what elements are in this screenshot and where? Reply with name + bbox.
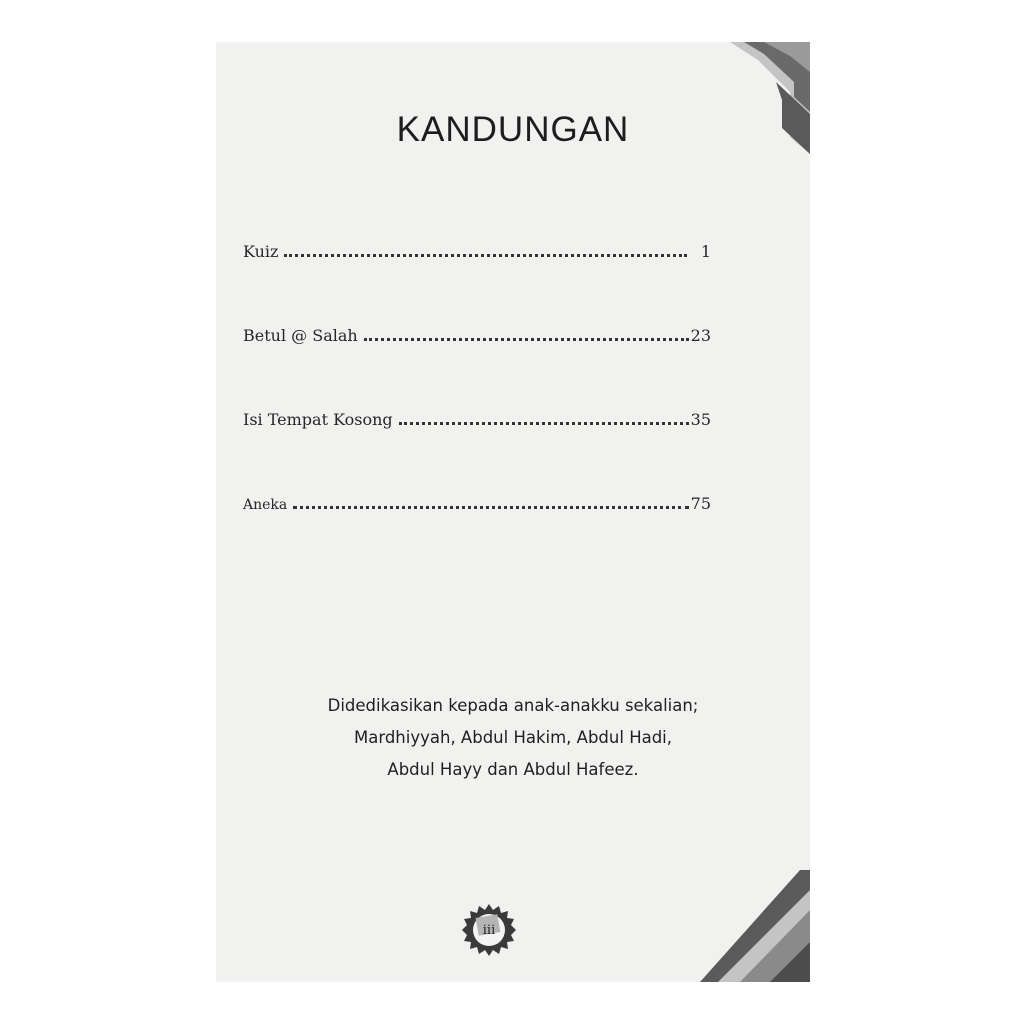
- toc-entry-page: 1: [700, 242, 711, 261]
- corner-decoration-bottom: [700, 870, 810, 982]
- toc-entry-page: 75: [690, 494, 711, 513]
- toc-entry-kuiz[interactable]: [243, 242, 711, 261]
- toc-entry-aneka[interactable]: [243, 494, 711, 513]
- toc-dot-leader: [284, 254, 686, 257]
- toc-entry-label: Betul @ Salah: [243, 326, 358, 345]
- toc-entry-page: 35: [690, 410, 711, 429]
- toc-entry-label: Aneka: [243, 497, 288, 513]
- toc-entry-page: 23: [690, 326, 711, 345]
- toc-entry-label: Isi Tempat Kosong: [243, 410, 393, 429]
- dedication-text: [216, 690, 810, 786]
- dedication-line: Didedikasikan kepada anak-anakku sekalian;: [327, 696, 699, 715]
- toc-entry-betul-salah[interactable]: [243, 326, 711, 345]
- book-page: [216, 42, 810, 982]
- dedication-line: Abdul Hayy dan Abdul Hafeez.: [387, 760, 639, 779]
- toc-dot-leader: [399, 422, 689, 425]
- page-number-badge: [461, 902, 517, 958]
- toc-entry-label: Kuiz: [243, 242, 279, 261]
- dedication-line: Mardhiyyah, Abdul Hakim, Abdul Hadi,: [353, 728, 673, 747]
- toc-entry-isi-tempat-kosong[interactable]: [243, 410, 711, 429]
- page-title: KANDUNGAN: [396, 110, 630, 149]
- page-number: iii: [482, 922, 496, 938]
- toc-dot-leader: [364, 338, 689, 341]
- toc-dot-leader: [293, 506, 688, 509]
